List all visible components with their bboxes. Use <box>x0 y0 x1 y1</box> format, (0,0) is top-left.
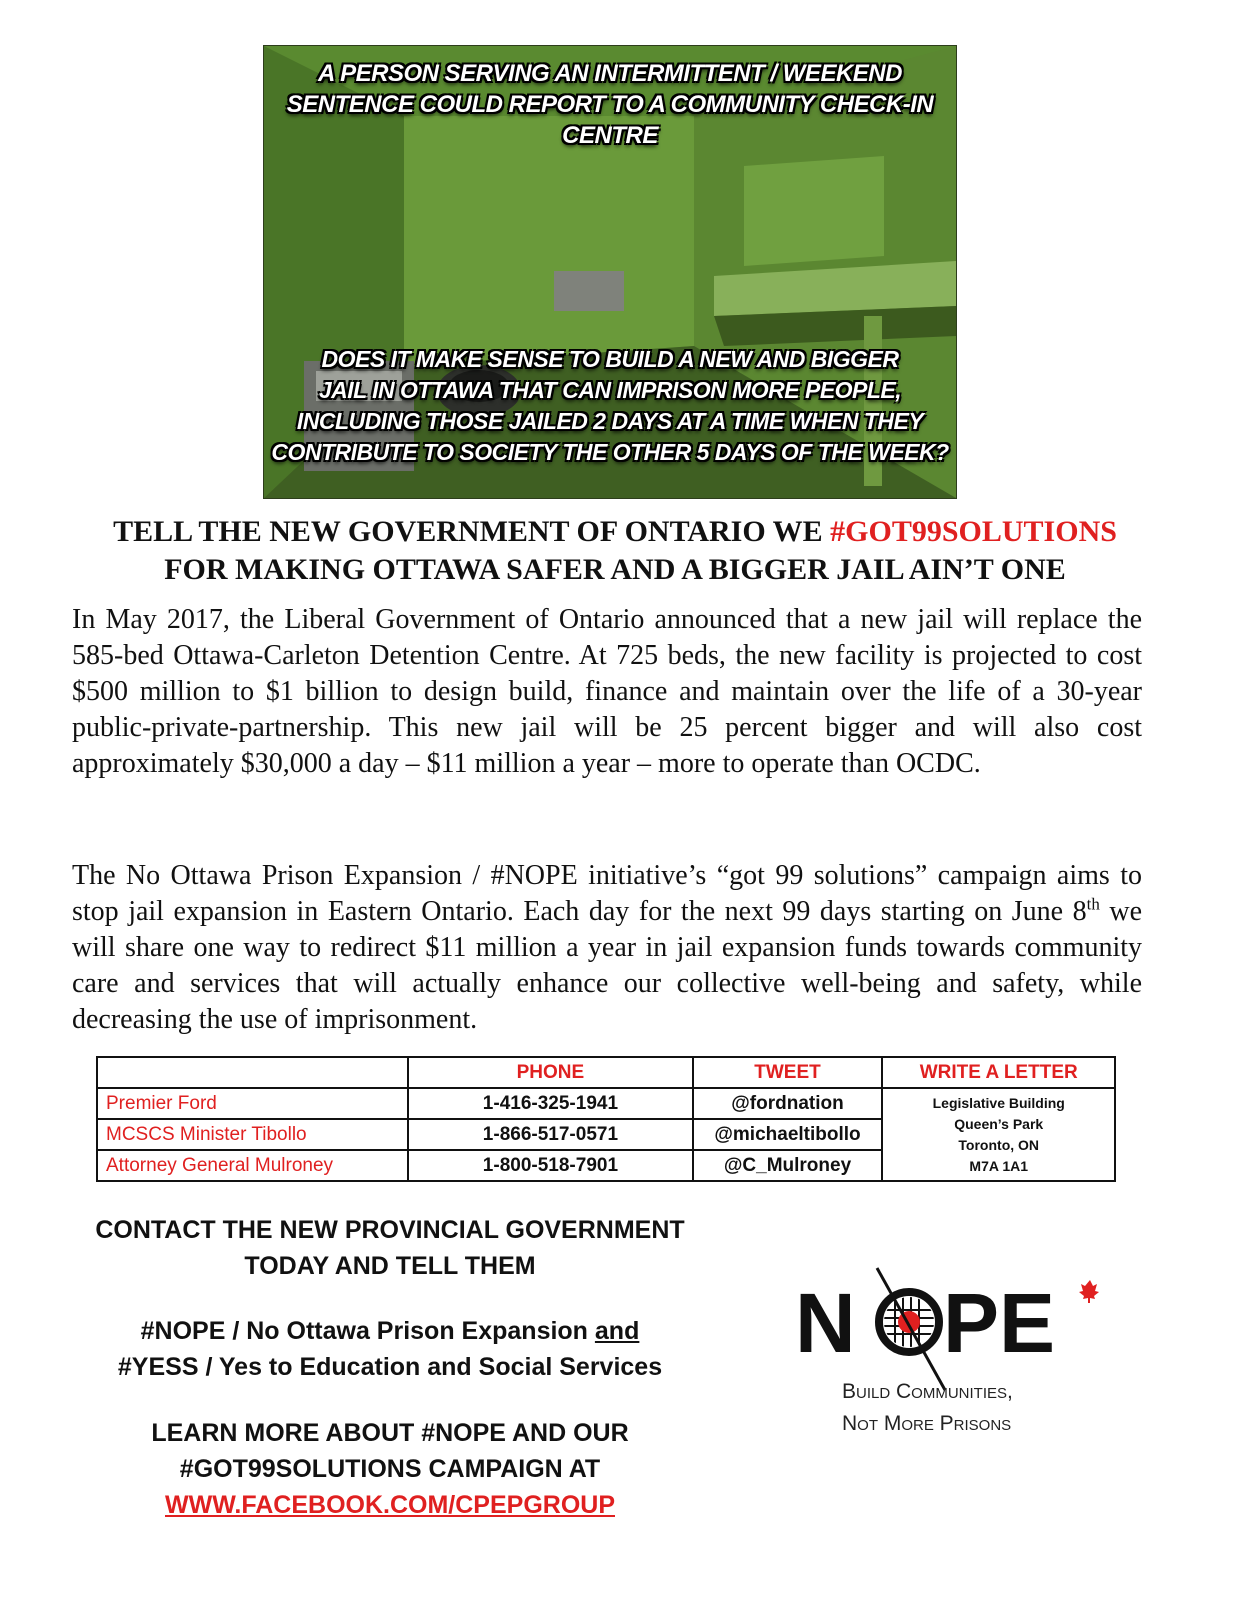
learn-more-block <box>90 1415 690 1523</box>
table-header-row <box>97 1057 1115 1088</box>
cta-line: TODAY AND TELL THEM <box>244 1252 536 1280</box>
address-line: Queen’s Park <box>954 1115 1044 1132</box>
poster-bottom-line: INCLUDING THOSE JAILED 2 DAYS AT A TIME WHEN THEY <box>296 408 924 434</box>
hashtag-block <box>90 1313 690 1385</box>
mailing-address <box>882 1088 1115 1181</box>
address-line: Legislative Building <box>932 1094 1065 1111</box>
logo-tagline <box>842 1376 1082 1440</box>
nope-line <box>90 1313 690 1349</box>
campaign-text-a: The No Ottawa Prison Expansion / #NOPE initiative’s “got 99 solutions” campaign aims to stop jail expansion in Eastern Ontario. Each day for the next 99 days starting on June 8 <box>72 860 1142 927</box>
tagline-line-1: Build Communities, <box>842 1380 1013 1403</box>
table-row <box>97 1088 1115 1119</box>
poster-top-caption <box>264 58 956 151</box>
prison-bars-icon <box>877 1268 945 1390</box>
logo-letter-n: N <box>795 1276 856 1370</box>
poster-bottom-line: JAIL IN OTTAWA THAT CAN IMPRISON MORE PEOPLE, <box>318 377 902 403</box>
headline-line-1 <box>70 513 1160 551</box>
poster-bottom-line: DOES IT MAKE SENSE TO BUILD A NEW AND BIGGER <box>321 346 899 372</box>
poster-top-line: A PERSON SERVING AN INTERMITTENT / WEEKEND <box>318 60 902 87</box>
contact-call-to-action <box>90 1212 690 1284</box>
logo-letters-pe: PE <box>943 1276 1056 1370</box>
headline-prefix: TELL THE NEW GOVERNMENT OF ONTARIO WE <box>113 515 831 548</box>
cta-line: CONTACT THE NEW PROVINCIAL GOVERNMENT <box>95 1216 685 1244</box>
learn-line: LEARN MORE ABOUT #NOPE AND OUR <box>151 1419 629 1447</box>
table-header-tweet: TWEET <box>693 1057 883 1088</box>
maple-leaf-icon <box>1079 1280 1099 1303</box>
contact-tweet[interactable]: @C_Mulroney <box>693 1150 883 1181</box>
nope-text: #NOPE / No Ottawa Prison Expansion <box>140 1317 595 1345</box>
page-headline <box>70 513 1160 589</box>
table-header-empty <box>97 1057 408 1088</box>
yess-line: #YESS / Yes to Education and Social Services <box>117 1353 663 1381</box>
table-header-letter: WRITE A LETTER <box>882 1057 1115 1088</box>
contact-phone[interactable]: 1-866-517-0571 <box>408 1119 692 1150</box>
contact-tweet[interactable]: @fordnation <box>693 1088 883 1119</box>
poster-top-line: SENTENCE COULD REPORT TO A COMMUNITY CHECK-IN CENTRE <box>286 91 934 149</box>
contact-name: Premier Ford <box>97 1088 408 1119</box>
table-header-phone: PHONE <box>408 1057 692 1088</box>
campaign-text-b: we will share one way to redirect $11 million a year in jail expansion funds towards community care and services that will actually enhance our collective well-being and safety, while decreasing the use of imprisonment. <box>72 896 1142 1035</box>
poster-image <box>263 45 957 499</box>
contact-phone[interactable]: 1-416-325-1941 <box>408 1088 692 1119</box>
poster-bottom-line: CONTRIBUTE TO SOCIETY THE OTHER 5 DAYS OF THE WEEK? <box>271 439 949 465</box>
ordinal-suffix: th <box>1086 894 1100 914</box>
campaign-paragraph <box>72 858 1142 1038</box>
headline-hashtag: #GOT99SOLUTIONS <box>830 515 1117 548</box>
address-line: M7A 1A1 <box>969 1157 1029 1174</box>
contact-tweet[interactable]: @michaeltibollo <box>693 1119 883 1150</box>
learn-line: #GOT99SOLUTIONS CAMPAIGN AT <box>179 1455 601 1483</box>
contact-table <box>96 1056 1116 1182</box>
contact-name: MCSCS Minister Tibollo <box>97 1119 408 1150</box>
contact-name: Attorney General Mulroney <box>97 1150 408 1181</box>
address-line: Toronto, ON <box>958 1136 1040 1153</box>
poster-bottom-caption <box>264 344 956 468</box>
and-text: and <box>594 1317 640 1345</box>
intro-paragraph: In May 2017, the Liberal Government of Ontario announced that a new jail will replace the 585-bed Ottawa-Carleton Detention Centre. At 725 beds, the new facility is projected to cost $500 million to $1 billion to design build, finance and maintain over the life of a 30-year public-private-partnership. This new jail will be 25 percent bigger and will also cost approximately $30,000 a day – $11 million a year – more to operate than OCDC. <box>72 604 1142 779</box>
tagline-line-2: Not More Prisons <box>842 1412 1012 1435</box>
facebook-link[interactable]: WWW.FACEBOOK.COM/CPEPGROUP <box>165 1491 615 1519</box>
headline-line-2: FOR MAKING OTTAWA SAFER AND A BIGGER JAIL AIN’T ONE <box>164 553 1066 586</box>
contact-phone[interactable]: 1-800-518-7901 <box>408 1150 692 1181</box>
